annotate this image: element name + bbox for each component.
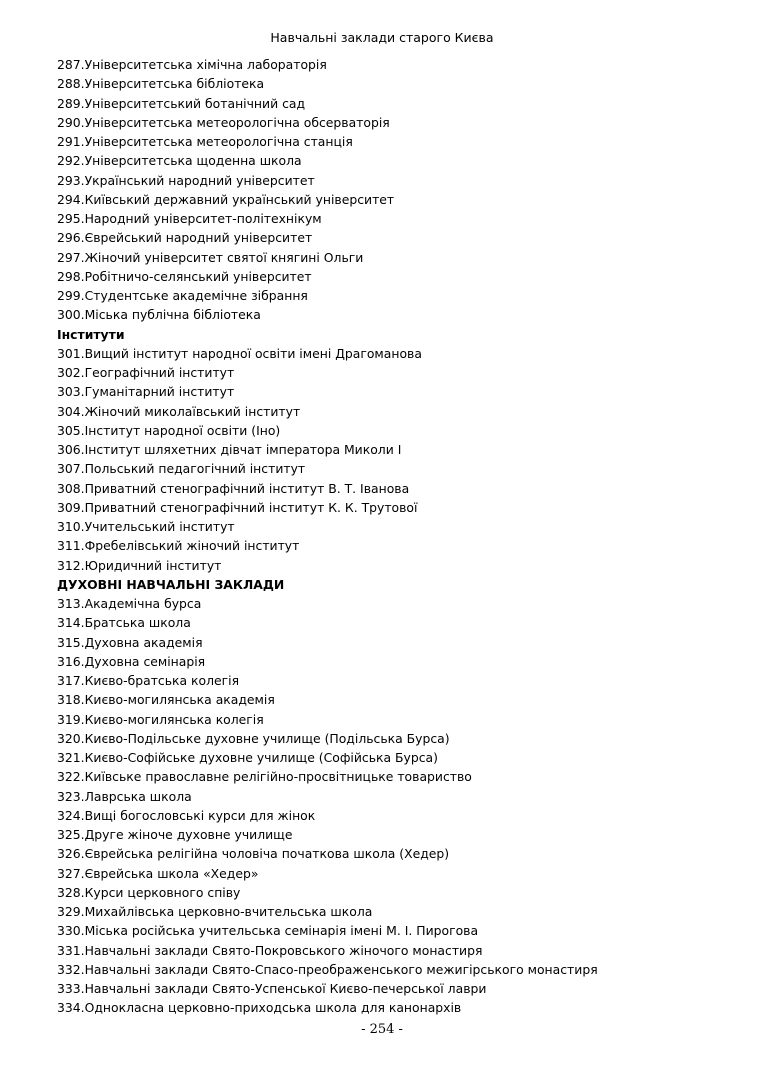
list-item: 311.Фребелівський жіночий інститут [57,538,300,554]
list-item: 333.Навчальні заклади Свято-Успенської Києво-печерської лаври [57,981,487,996]
list-item: 313.Академічна бурса [57,596,202,611]
list-item: 317.Києво-братська колегія [57,673,240,688]
list-item: 331.Навчальні заклади Свято-Покровського жіночого монастиря [57,942,483,958]
list-item: 312.Юридичний інститут [57,557,222,573]
list-item: 303.Гуманітарний інститут [57,384,235,400]
list-item: 305.Інститут народної освіти (Іно) [57,422,281,438]
list-item: 298.Робітничо-селянський університет [57,268,312,284]
list-item: 307.Польський педагогічний інститут [57,461,306,477]
list-item: 321.Києво-Софійське духовне училище (Софійська Бурса) [57,750,438,765]
section-heading: ДУХОВНІ НАВЧАЛЬНІ ЗАКЛАДИ [57,576,285,592]
list-item: 297.Жіночий університет святої княгині Ольги [57,249,364,265]
list-item: 319.Києво-могилянська колегія [57,711,264,727]
list-item: 293.Український народний університет [57,172,315,188]
list-item: 304.Жіночий миколаївський інститут [57,403,301,419]
list-item: 322.Київське православне релігійно-просвітницьке товариство [57,769,472,785]
list-item: 326.Єврейська релігійна чоловіча початкова школа (Хедер) [57,846,450,862]
list-item: 289.Університетський ботанічний сад [57,95,306,111]
list-item: 323.Лаврська школа [57,788,192,804]
list-item: 308.Приватний стенографічний інститут В. Т. Іванова [57,480,410,496]
list-item: 288.Університетська бібліотека [57,76,265,92]
page-number: - 254 - [361,1022,403,1037]
list-item: 318.Києво-могилянська академія [57,692,275,708]
list-item: 294.Київський державний український університет [57,191,395,207]
list-item: 292.Університетська щоденна школа [57,153,302,169]
list-item: 310.Учительський інститут [57,519,235,534]
list-item: 329.Михайлівська церковно-вчительська школа [57,904,373,919]
list-item: 330.Міська російська учительська семінарія імені М. І. Пирогова [57,923,479,939]
list-item: 328.Курси церковного співу [57,884,241,900]
list-item: 315.Духовна академія [57,634,203,650]
page-header-title: Навчальні заклади старого Києва [270,30,494,45]
list-item: 291.Університетська метеорологічна станція [57,134,353,149]
list-item: 295.Народний університет-політехнікум [57,211,322,226]
list-item: 320.Києво-Подільське духовне училище (Подільська Бурса) [57,730,450,746]
list-item: 296.Єврейський народний університет [57,230,313,246]
section-heading: Інститути [57,326,125,342]
list-item: 300.Міська публічна бібліотека [57,307,261,323]
list-item: 287.Університетська хімічна лабораторія [57,57,327,72]
list-item: 299.Студентське академічне зібрання [57,288,308,303]
list-item: 334.Однокласна церковно-приходська школа для канонархів [57,1000,462,1016]
list-item: 290.Університетська метеорологічна обсерваторія [57,114,390,130]
list-item: 302.Географічний інститут [57,365,235,380]
list-item: 306.Інститут шляхетних дівчат імператора Миколи І [57,442,402,457]
document-list [57,55,737,1018]
list-item: 301.Вищий інститут народної освіти імені Драгоманова [57,345,422,361]
list-item: 327.Єврейська школа «Хедер» [57,865,259,881]
list-item: 324.Вищі богословські курси для жінок [57,807,316,823]
list-item: 332.Навчальні заклади Свято-Спасо-преображенського межигірського монастиря [57,961,598,977]
list-item: 314.Братська школа [57,615,191,631]
list-item: 316.Духовна семінарія [57,653,206,669]
list-item: 325.Друге жіноче духовне училище [57,827,293,842]
list-item: 309.Приватний стенографічний інститут К. К. Трутової [57,499,418,515]
